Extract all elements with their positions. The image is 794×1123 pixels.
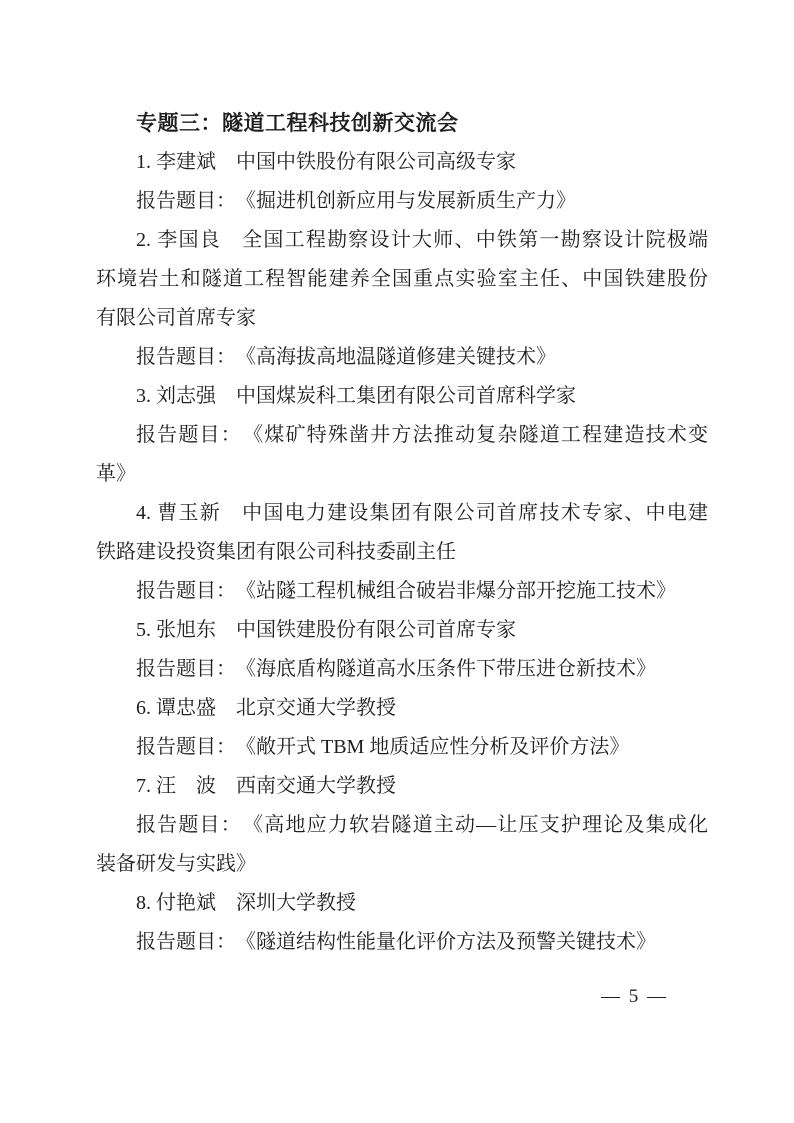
page-number: — 5 — <box>601 986 668 1007</box>
report-title-7-line: 报告题目： 《高地应力软岩隧道主动—让压支护理论及集成化 <box>136 814 708 836</box>
speaker-4-line: 4. 曹玉新 中国电力建设集团有限公司首席技术专家、中电建 <box>136 502 708 524</box>
report-title-2-line: 报告题目： 《高海拔高地温隧道修建关键技术》 <box>136 346 556 368</box>
speaker-4-cont-line: 铁路建设投资集团有限公司科技委副主任 <box>96 541 456 563</box>
section-heading: 专题三：隧道工程科技创新交流会 <box>136 112 459 135</box>
report-title-5-line: 报告题目： 《海底盾构隧道高水压条件下带压进仓新技术》 <box>136 658 656 680</box>
report-title-3-cont-line: 革》 <box>96 463 136 485</box>
report-title-4-line: 报告题目： 《站隧工程机械组合破岩非爆分部开挖施工技术》 <box>136 580 676 602</box>
report-title-6-line: 报告题目： 《敞开式 TBM 地质适应性分析及评价方法》 <box>136 736 630 758</box>
speaker-6-line: 6. 谭忠盛 北京交通大学教授 <box>136 697 396 719</box>
speaker-3-line: 3. 刘志强 中国煤炭科工集团有限公司首席科学家 <box>136 385 576 407</box>
speaker-2-line: 2. 李国良 全国工程勘察设计大师、中铁第一勘察设计院极端 <box>136 229 708 251</box>
speaker-2-cont-line-2: 有限公司首席专家 <box>96 307 256 329</box>
report-title-1-line: 报告题目： 《掘进机创新应用与发展新质生产力》 <box>136 190 576 212</box>
report-title-7-cont-line: 装备研发与实践》 <box>96 853 256 875</box>
speaker-1-line: 1. 李建斌 中国中铁股份有限公司高级专家 <box>136 151 516 173</box>
speaker-5-line: 5. 张旭东 中国铁建股份有限公司首席专家 <box>136 619 516 641</box>
speaker-8-line: 8. 付艳斌 深圳大学教授 <box>136 892 356 914</box>
speaker-2-cont-line-1: 环境岩土和隧道工程智能建养全国重点实验室主任、中国铁建股份 <box>96 268 708 290</box>
document-content <box>96 104 708 962</box>
report-title-3-line: 报告题目： 《煤矿特殊凿井方法推动复杂隧道工程建造技术变 <box>136 424 708 446</box>
speaker-7-line: 7. 汪 波 西南交通大学教授 <box>136 775 396 797</box>
report-title-8-line: 报告题目： 《隧道结构性能量化评价方法及预警关键技术》 <box>136 931 656 953</box>
